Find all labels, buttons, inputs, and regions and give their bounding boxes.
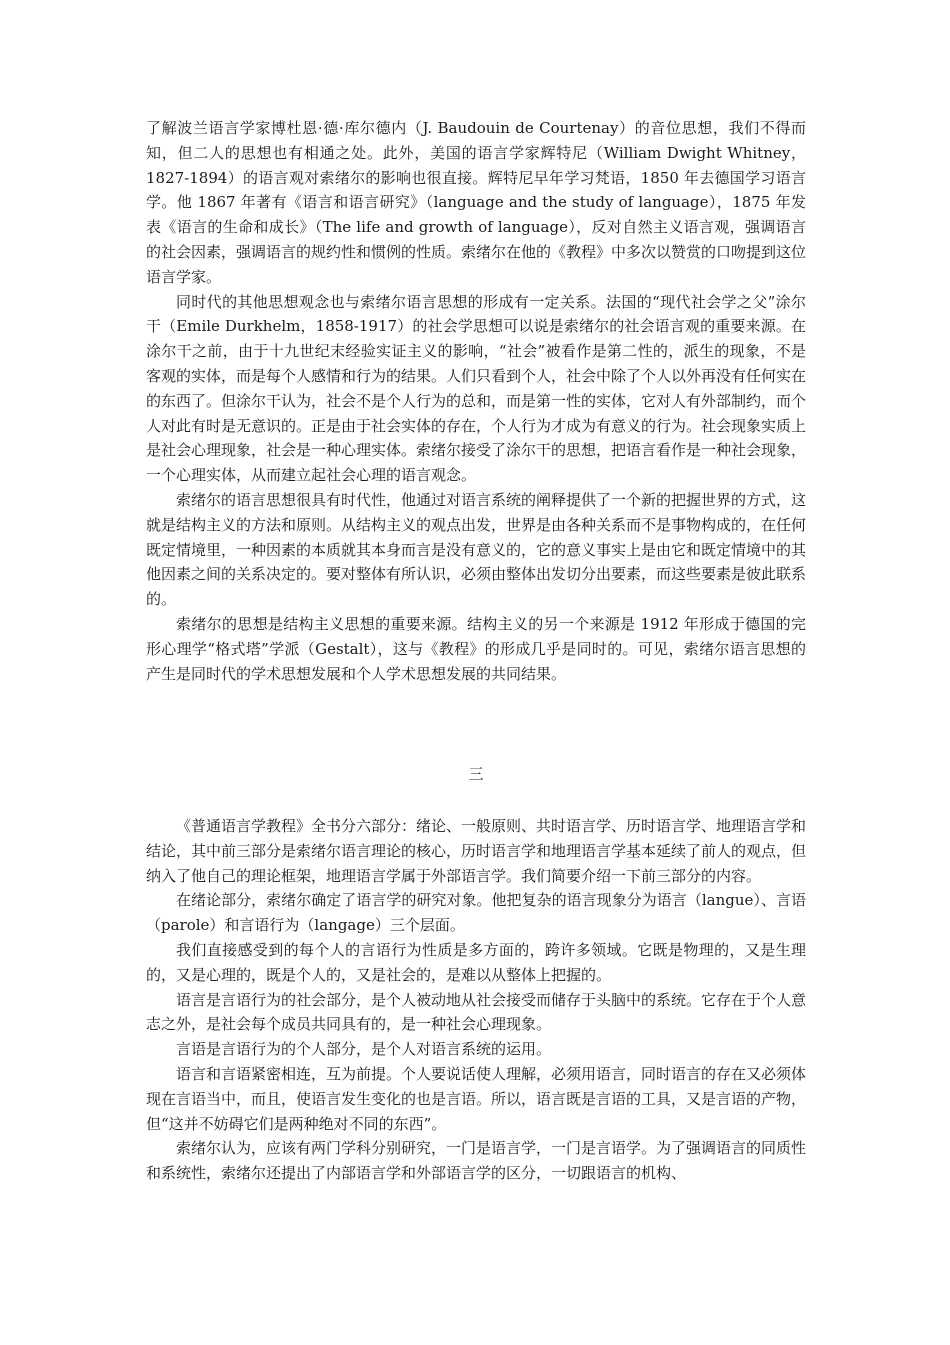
paragraph: 在绪论部分，索绪尔确定了语言学的研究对象。他把复杂的语言现象分为语言（langue）、言语（parole）和言语行为（langage）三个层面。	[146, 891, 806, 935]
paragraph: 索绪尔认为，应该有两门学科分别研究，一门是语言学，一门是言语学。为了强调语言的同质性和系统性，索绪尔还提出了内部语言学和外部语言学的区分，一切跟语言的机构、	[146, 1139, 807, 1183]
section-three-body	[146, 814, 806, 1186]
paragraph: 索绪尔的语言思想很具有时代性，他通过对语言系统的阐释提供了一个新的把握世界的方式，这就是结构主义的方法和原则。从结构主义的观点出发，世界是由各种关系而不是事物构成的，在任何既定情境里，一种因素的本质就其本身而言是没有意义的，它的意义事实上是由它和既定情境中的其他因素之间的关系决定的。要对整体有所认识，必须由整体出发切分出要素，而这些要素是彼此联系的。	[146, 490, 807, 609]
paragraph: 索绪尔的思想是结构主义思想的重要来源。结构主义的另一个来源是 1912 年形成于德国的完形心理学“格式塔”学派（Gestalt），这与《教程》的形成几乎是同时的。可见，索绪尔语言思想的产生是同时代的学术思想发展和个人学术思想发展的共同结果。	[146, 614, 806, 683]
section-heading: 三	[468, 765, 484, 783]
paragraph: 语言和言语紧密相连，互为前提。个人要说话使人理解，必须用语言，同时语言的存在又必须体现在言语当中，而且，使语言发生变化的也是言语。所以，语言既是言语的工具，又是言语的产物，但“这并不妨碍它们是两种绝对不同的东西”。	[146, 1064, 807, 1133]
paragraph: 《普通语言学教程》全书分六部分：绪论、一般原则、共时语言学、历时语言学、地理语言学和结论，其中前三部分是索绪尔语言理论的核心，历时语言学和地理语言学基本延续了前人的观点，但纳入了他自己的理论框架，地理语言学属于外部语言学。我们简要介绍一下前三部分的内容。	[146, 817, 807, 885]
paragraph: 了解波兰语言学家博杜恩·德·库尔德内（J. Baudouin de Courtenay）的音位思想，我们不得而知，但二人的思想也有相通之处。此外，美国的语言学家辉特尼（William Dwight Whitney，1827-1894）的语言观对索绪尔的影响也很直接。辉特尼早年学习梵语，1850 年去德国学习语言学。他 1867 年著有《语言和语言研究》（language and the study of language），1875 年发表《语言的生命和成长》（The life and growth of language），反对自然主义语言观，强调语言的社会因素，强调语言的规约性和惯例的性质。索绪尔在他的《教程》中多次以赞赏的口吻提到这位语言学家。	[146, 119, 807, 286]
paragraph: 我们直接感受到的每个人的言语行为性质是多方面的，跨许多领域。它既是物理的，又是生理的，又是心理的，既是个人的，又是社会的，是难以从整体上把握的。	[146, 940, 806, 984]
paragraph: 同时代的其他思想观念也与索绪尔语言思想的形成有一定关系。法国的“现代社会学之父”涂尔干（Emile Durkhelm，1858-1917）的社会学思想可以说是索绪尔的社会语言观的重要来源。在涂尔干之前，由于十九世纪末经验实证主义的影响，“社会”被看作是第二性的，派生的现象，不是客观的实体，而是每个人感情和行为的结果。人们只看到个人，社会中除了个人以外再没有任何实在的东西了。但涂尔干认为，社会不是个人行为的总和，而是第一性的实体，它对人有外部制约，而个人对此有时是无意识的。正是由于社会实体的存在，个人行为才成为有意义的行为。社会现象实质上是社会心理现象，社会是一种心理实体。索绪尔接受了涂尔干的思想，把语言看作是一种社会现象，一个心理实体，从而建立起社会心理的语言观念。	[146, 292, 807, 485]
section-one-body	[146, 116, 806, 686]
paragraph: 言语是言语行为的个人部分，是个人对语言系统的运用。	[176, 1040, 552, 1059]
paragraph: 语言是言语行为的社会部分，是个人被动地从社会接受而储存于头脑中的系统。它存在于个人意志之外，是社会每个成员共同具有的，是一种社会心理现象。	[146, 990, 807, 1034]
